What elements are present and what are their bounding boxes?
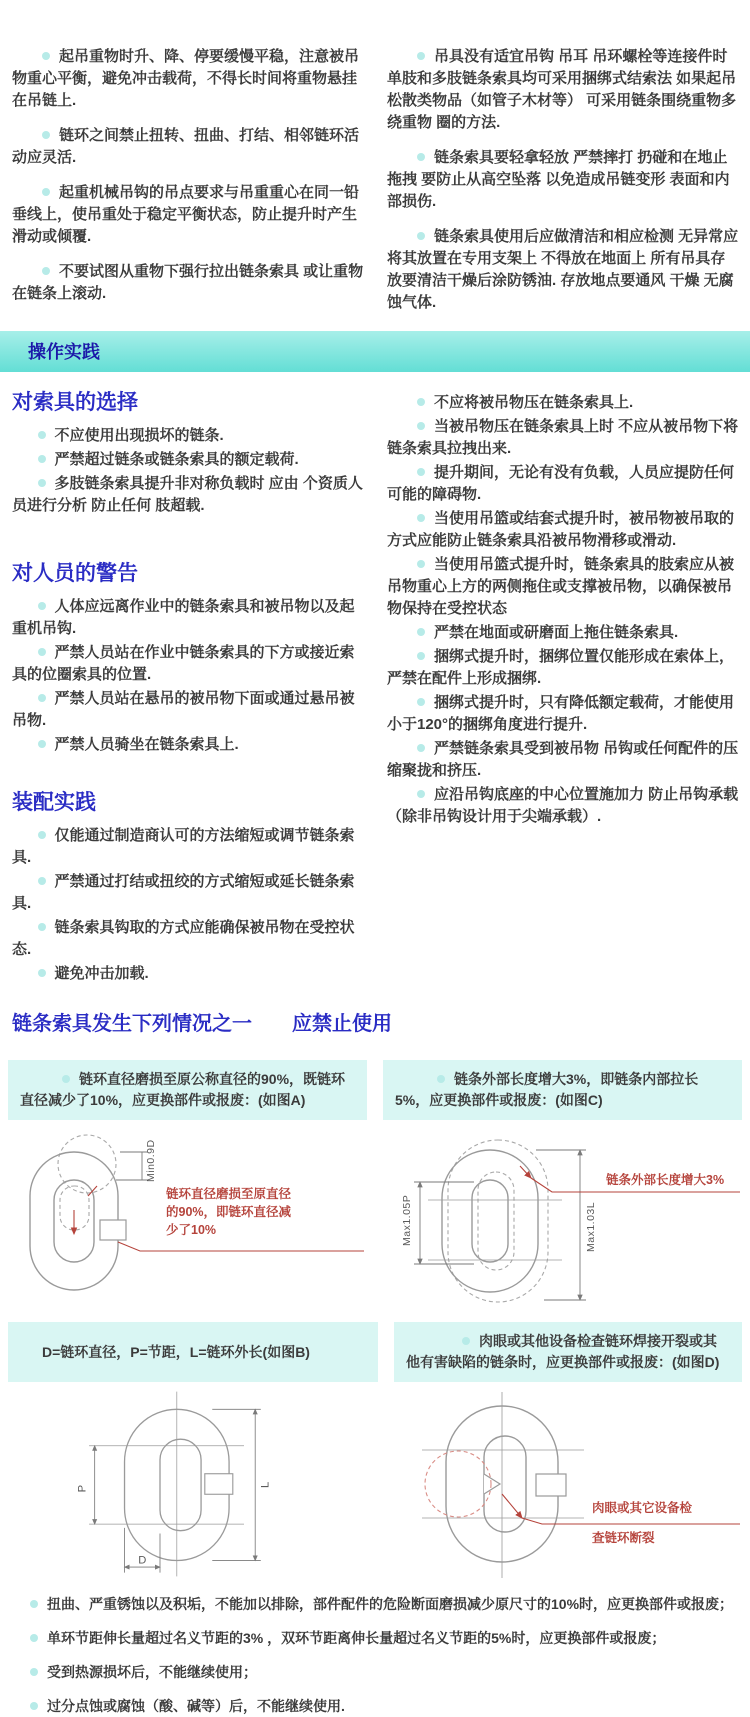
instruction-item — [12, 596, 365, 640]
bullet-dot-icon — [38, 694, 46, 702]
figure-c — [384, 1124, 744, 1312]
instruction-item — [387, 738, 740, 782]
section-header-bar — [0, 331, 750, 372]
instruction-text: 避免冲击加载. — [54, 965, 149, 982]
info-box-figure-a — [8, 1060, 367, 1120]
bullet-dot-icon — [417, 468, 425, 476]
instruction-text: 当使用吊篮或结套式提升时，被吊物被吊取的方式应能防止链条索具沿被吊物滑移或滑动. — [387, 510, 735, 549]
info-box-figure-c — [383, 1060, 742, 1120]
instruction-item — [387, 46, 740, 134]
subsection-title-selection: 对索具的选择 — [12, 391, 138, 414]
instruction-item — [387, 692, 740, 736]
info-box-figure-d — [394, 1322, 742, 1382]
instruction-text: 当被吊物压在链条索具上时 不应从被吊物下将链条索具拉拽出来. — [387, 418, 739, 457]
instruction-item — [12, 473, 365, 517]
instruction-item — [12, 261, 365, 305]
bullet-dot-icon — [42, 188, 50, 196]
instruction-item — [12, 871, 365, 915]
bottom-conditions-list — [0, 1582, 750, 1717]
section-header-label: 操作实践 — [28, 342, 100, 362]
instruction-text: 不应将被吊物压在链条索具上. — [434, 394, 634, 411]
bullet-dot-icon — [42, 52, 50, 60]
instruction-text: 起重机械吊钩的吊点要求与吊重重心在同一铅垂线上，使吊重处于稳定平衡状态，防止提升时产生滑动或倾覆. — [12, 184, 360, 245]
instruction-item — [12, 642, 365, 686]
bullet-dot-icon — [30, 1702, 38, 1710]
bullet-dot-icon — [38, 648, 46, 656]
bullet-dot-icon — [417, 652, 425, 660]
instruction-text: 严禁人员站在悬吊的被吊物下面或通过悬吊被吊物. — [12, 690, 355, 729]
dim-label-l: L — [259, 1481, 272, 1489]
instruction-text: 吊具没有适宜吊钩 吊耳 吊环螺栓等连接件时 单肢和多肢链条索具均可采用捆绑式结索法 如果起吊松散类物品（如管子木材等） 可采用链条围绕重物多绕重物 圈的方法. — [387, 48, 737, 131]
top-left-column — [12, 46, 365, 327]
figure-b-diagram — [8, 1386, 368, 1582]
dim-label-max105p: Max1.05P — [401, 1194, 413, 1246]
figure-d-note-line: 查链环断裂 — [592, 1531, 655, 1545]
top-right-column — [387, 46, 740, 327]
bullet-dot-icon — [437, 1075, 445, 1083]
instruction-item — [387, 508, 740, 552]
instruction-text: 起吊重物时升、降、停要缓慢平稳，注意被吊物重心平衡，避免冲击载荷，不得长时间将重物悬挂在吊链上. — [12, 48, 360, 109]
instruction-item — [387, 416, 740, 460]
bullet-dot-icon — [38, 969, 46, 977]
practice-right-column — [387, 378, 740, 987]
instruction-text: 链条索具钩取的方式应能确保被吊物在受控状态. — [12, 919, 355, 958]
list-item-text: 过分点蚀或腐蚀（酸、碱等）后，不能继续使用. — [47, 1698, 345, 1714]
bullet-dot-icon — [42, 267, 50, 275]
list-item — [30, 1696, 750, 1717]
bullet-dot-icon — [462, 1337, 470, 1345]
list-item-text: 单环节距伸长量超过名义节距的3% ，双环节距离伸长量超过名义节距的5%时，应更换部件或报废； — [47, 1630, 666, 1646]
info-box-text: 肉眼或其他设备检查链环焊接开裂或其他有害缺陷的链条时，应更换部件或报废：(如图D) — [406, 1333, 720, 1370]
instruction-item — [12, 182, 365, 248]
instruction-item — [12, 734, 365, 756]
bullet-dot-icon — [417, 560, 425, 568]
info-box-text: D=链环直径，P=节距，L=链环外长(如图B) — [42, 1343, 310, 1360]
instruction-text: 严禁在地面或研磨面上拖住链条索具. — [434, 624, 679, 641]
bullet-dot-icon — [417, 628, 425, 636]
dim-label-p: P — [76, 1484, 89, 1493]
instruction-item — [12, 825, 365, 869]
instruction-item — [387, 554, 740, 620]
figure-b — [8, 1386, 368, 1582]
diagram-row-1 — [0, 1124, 750, 1312]
bullet-dot-icon — [417, 698, 425, 706]
figure-a — [8, 1124, 368, 1312]
bullet-dot-icon — [38, 831, 46, 839]
operation-practice-section — [0, 372, 750, 987]
info-box-text: 链环直径磨损至原公称直径的90%，既链环直径减少了10%，应更换部件或报废：(如图A) — [20, 1071, 346, 1108]
bullet-dot-icon — [417, 744, 425, 752]
instruction-item — [387, 147, 740, 213]
bullet-dot-icon — [417, 790, 425, 798]
bullet-dot-icon — [38, 431, 46, 439]
bullet-dot-icon — [38, 602, 46, 610]
instruction-text: 捆绑式提升时，捆绑位置仅能形成在索体上，严禁在配件上形成捆绑. — [387, 648, 735, 687]
practice-left-column — [12, 378, 365, 987]
figure-a-diagram — [8, 1124, 368, 1310]
info-box-row-2 — [0, 1322, 750, 1382]
bullet-dot-icon — [30, 1600, 38, 1608]
instruction-item — [387, 622, 740, 644]
list-item — [30, 1662, 750, 1683]
dim-label-min09d: Min0.9D — [145, 1139, 157, 1182]
instruction-text: 严禁人员骑坐在链条索具上. — [54, 736, 239, 753]
instruction-text: 严禁超过链条或链条索具的额定载荷. — [54, 451, 299, 468]
info-box-figure-b — [8, 1322, 378, 1382]
bullet-dot-icon — [417, 153, 425, 161]
instruction-text: 多肢链条索具提升非对称负载时 应由 个资质人员进行分析 防止任何 肢超载. — [12, 475, 363, 514]
figure-d — [384, 1386, 744, 1582]
instruction-item — [387, 226, 740, 314]
bullet-dot-icon — [62, 1075, 70, 1083]
list-item-text: 受到热源损坏后，不能继续使用； — [47, 1664, 257, 1680]
figure-c-diagram — [384, 1124, 744, 1310]
instruction-item — [12, 963, 365, 985]
bullet-dot-icon — [38, 740, 46, 748]
instruction-item — [387, 784, 740, 828]
dim-label-max103l: Max1.03L — [585, 1201, 597, 1252]
instruction-item — [12, 449, 365, 471]
forbidden-use-title: 链条索具发生下列情况之一 应禁止使用 — [12, 1013, 392, 1035]
list-item — [30, 1594, 750, 1615]
bullet-dot-icon — [38, 923, 46, 931]
bullet-dot-icon — [417, 422, 425, 430]
instruction-text: 人体应远离作业中的链条索具和被吊物以及起重机吊钩. — [12, 598, 355, 637]
bullet-dot-icon — [38, 479, 46, 487]
instruction-text: 捆绑式提升时，只有降低额定载荷，才能使用小于120°的捆绑角度进行提升. — [387, 694, 735, 733]
instruction-text: 严禁链条索具受到被吊物 吊钩或任何配件的压缩聚拢和挤压. — [387, 740, 739, 779]
instruction-text: 链条索具使用后应做清洁和相应检测 无异常应将其放置在专用支架上 不得放在地面上 所有吊具存放要清洁干燥后涂防锈油. 存放地点要通风 干燥 无腐蚀气体. — [387, 228, 739, 311]
instruction-text: 当使用吊篮式提升时，链条索具的肢索应从被吊物重心上方的两侧拖住或支撑被吊物，以确保被吊物保持在受控状态 — [387, 556, 735, 617]
instruction-text: 应沿吊钩底座的中心位置施加力 防止吊钩承载（除非吊钩设计用于尖端承载）. — [387, 786, 739, 825]
instruction-text: 严禁通过打结或扭绞的方式缩短或延长链条索具. — [12, 873, 355, 912]
instruction-item — [12, 46, 365, 112]
instruction-text: 不要试图从重物下强行拉出链条索具 或让重物在链条上滚动. — [12, 263, 364, 302]
bullet-dot-icon — [42, 131, 50, 139]
subsection-title-warning: 对人员的警告 — [12, 562, 138, 585]
bullet-dot-icon — [417, 52, 425, 60]
list-item — [30, 1628, 750, 1649]
info-box-text: 链条外部长度增大3%，即链条内部拉长5%，应更换部件或报废：(如图C) — [395, 1071, 699, 1108]
info-box-row-1 — [0, 1060, 750, 1120]
figure-a-note-line: 链环直径磨损至原直径 — [166, 1187, 292, 1201]
instruction-text: 链环之间禁止扭转、扭曲、打结、相邻链环活动应灵活. — [12, 127, 360, 166]
instruction-text: 不应使用出现损坏的链条. — [54, 427, 224, 444]
list-item-text: 扭曲、严重锈蚀以及积垢，不能加以排除，部件配件的危险断面磨损减少原尺寸的10%时，应更换部件或报废； — [47, 1596, 734, 1612]
figure-c-note: 链条外部长度增大3% — [606, 1173, 725, 1187]
instruction-text: 仅能通过制造商认可的方法缩短或调节链条索具. — [12, 827, 355, 866]
instruction-item — [12, 917, 365, 961]
diagram-row-2 — [0, 1386, 750, 1582]
figure-a-note-line: 的90%，即链环直径减 — [166, 1205, 292, 1219]
bullet-dot-icon — [38, 877, 46, 885]
top-instructions — [0, 0, 750, 327]
bullet-dot-icon — [38, 455, 46, 463]
bullet-dot-icon — [417, 232, 425, 240]
instruction-text: 严禁人员站在作业中链条索具的下方或接近索具的位圈索具的位置. — [12, 644, 355, 683]
instruction-item — [387, 392, 740, 414]
instruction-item — [12, 688, 365, 732]
dim-label-d: D — [138, 1554, 147, 1567]
figure-d-note-line: 肉眼或其它设备检 — [592, 1501, 693, 1515]
instruction-item — [387, 462, 740, 506]
instruction-text: 提升期间，无论有没有负载，人员应提防任何可能的障碍物. — [387, 464, 735, 503]
instruction-item — [12, 425, 365, 447]
bullet-dot-icon — [30, 1668, 38, 1676]
bullet-dot-icon — [30, 1634, 38, 1642]
bullet-dot-icon — [417, 398, 425, 406]
instruction-item — [387, 646, 740, 690]
instruction-item — [12, 125, 365, 169]
figure-a-note-line: 少了10% — [166, 1223, 217, 1237]
figure-d-diagram — [384, 1386, 744, 1582]
bullet-dot-icon — [417, 514, 425, 522]
subsection-title-assembly: 装配实践 — [12, 791, 96, 814]
instruction-text: 链条索具要轻拿轻放 严禁摔打 扔碰和在地止拖拽 要防止从高空坠落 以免造成吊链变形 表面和内部损伤. — [387, 149, 730, 210]
